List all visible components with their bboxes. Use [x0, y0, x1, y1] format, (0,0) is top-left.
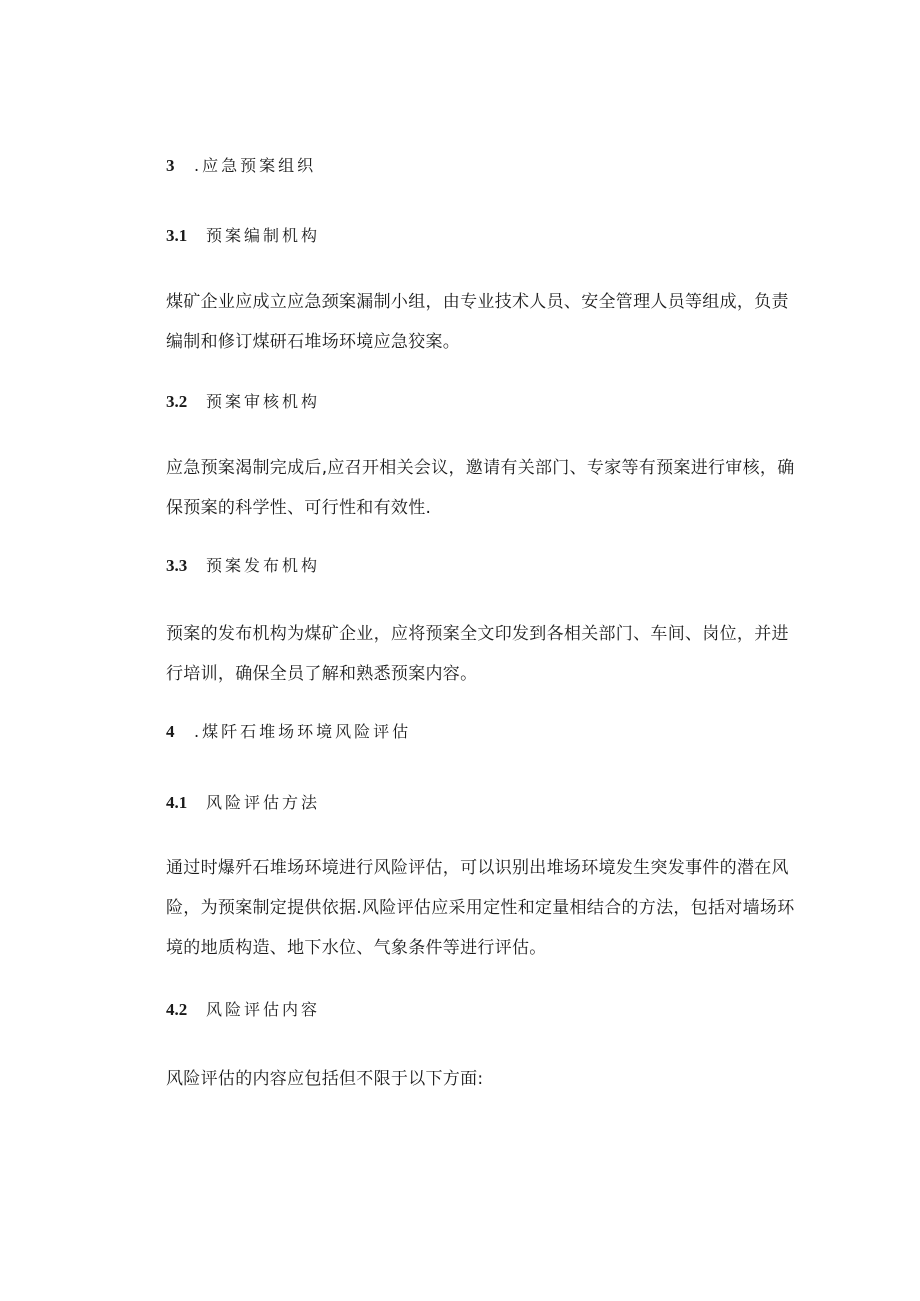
section-heading-3-3: [166, 551, 320, 581]
section-number: 3.3: [166, 556, 188, 575]
section-number: 4.1: [166, 793, 188, 812]
section-number: 3.1: [166, 226, 188, 245]
section-title: 风险评估方法: [206, 793, 321, 812]
section-heading-4-1: [166, 788, 320, 818]
section-heading-3: [166, 151, 316, 181]
section-heading-3-1: [166, 221, 320, 251]
section-heading-3-2: [166, 387, 320, 417]
paragraph-assessment-method: 通过时爆歼石堆场环境进行风险评估，可以识别出堆场环境发生突发事件的潜在风险，为预案制定提供依据.风险评估应采用定性和定量相结合的方法，包括对墙场环境的地质构造、地下水位、气象条件等进行评估。: [166, 858, 795, 958]
section-heading-4: [166, 717, 411, 747]
paragraph-review: 应急预案渴制完成后,应召开相关会议，邀请有关部门、专家等有预案进行审核，确保预案的科学性、可行性和有效性.: [166, 458, 795, 518]
section-title: 风险评估内容: [206, 1000, 321, 1019]
section-heading-4-2: [166, 995, 320, 1025]
section-title: 预案审核机构: [206, 392, 321, 411]
section-number: 4.2: [166, 1000, 188, 1019]
paragraph-compilation: 煤矿企业应成立应急颈案漏制小组，由专业技术人员、安全管理人员等组成，负责编制和修订煤研石堆场环境应急狡案。: [166, 292, 789, 352]
section-number: 3.2: [166, 392, 188, 411]
section-title: .煤阡石堆场环境风险评估: [194, 722, 412, 741]
section-title: 预案编制机构: [206, 226, 321, 245]
paragraph-publish: 预案的发布机构为煤矿企业，应将预案全文印发到各相关部门、车间、岗位，并进行培训，确保全员了解和熟悉预案内容。: [166, 624, 789, 684]
paragraph-assessment-content: 风险评估的内容应包括但不限于以下方面:: [166, 1069, 484, 1089]
section-number: 4: [166, 722, 175, 741]
section-number: 3: [166, 156, 175, 175]
section-title: .应急预案组织: [194, 156, 317, 175]
section-title: 预案发布机构: [206, 556, 321, 575]
